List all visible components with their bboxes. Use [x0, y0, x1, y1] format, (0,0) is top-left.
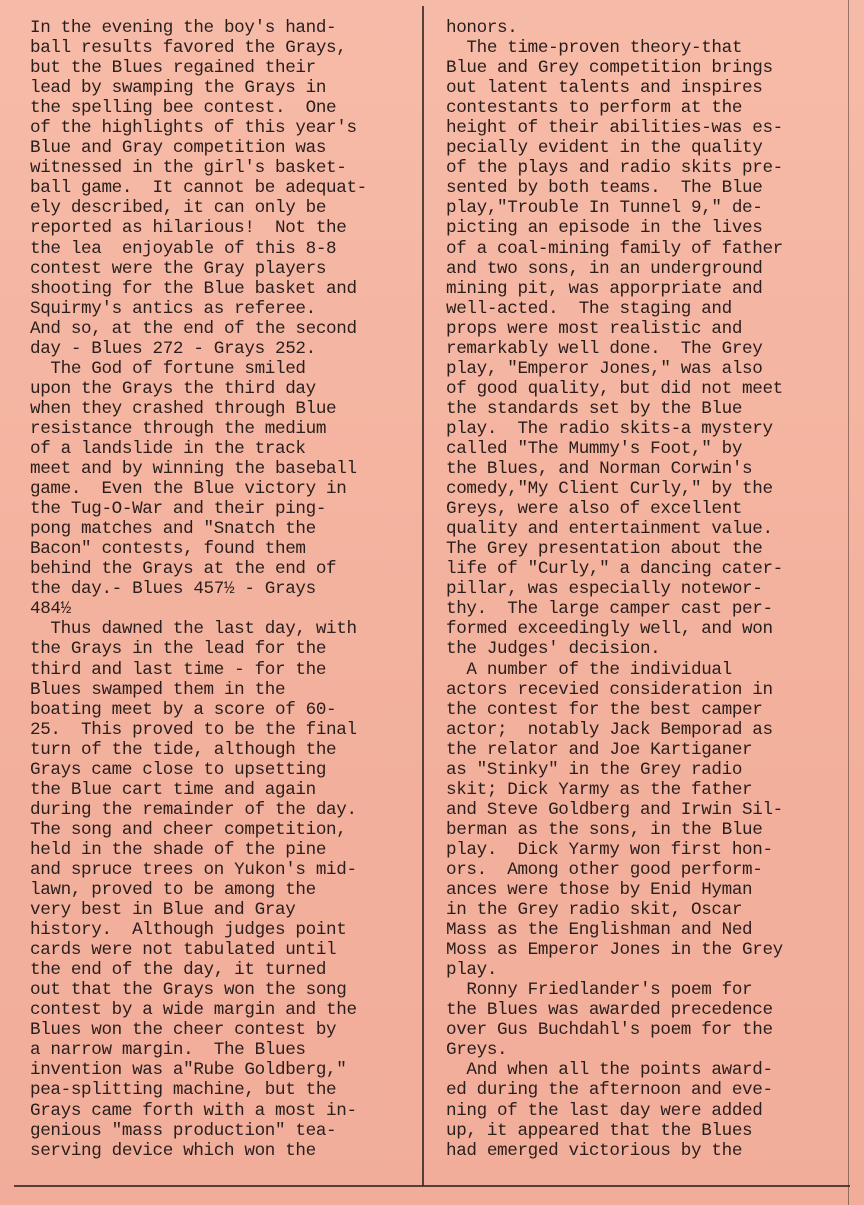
text-line: the Tug-O-War and their ping- [30, 499, 327, 520]
text-line: ors. Among other good perform- [446, 859, 763, 880]
text-line: Greys. [446, 1040, 508, 1061]
text-line: reported as hilarious! Not the [30, 218, 347, 239]
text-line: of a landslide in the track [30, 438, 306, 459]
text-line: Blues won the cheer contest by [30, 1020, 337, 1041]
text-line: pillar, was especially notewor- [446, 579, 763, 600]
text-line: skit; Dick Yarmy as the father [446, 779, 753, 800]
text-line: pea-splitting machine, but the [30, 1080, 337, 1101]
column-divider [422, 6, 424, 1186]
text-line: game. Even the Blue victory in [30, 479, 347, 500]
text-line: upon the Grays the third day [30, 378, 316, 399]
text-line: berman as the sons, in the Blue [446, 819, 763, 840]
text-line: the Blues, and Norman Corwin's [446, 459, 753, 480]
text-line: play, "Emperor Jones," was also [446, 358, 763, 379]
text-line: invention was a"Rube Goldberg," [30, 1060, 347, 1081]
text-line: the relator and Joe Kartiganer [446, 739, 753, 760]
text-line: as "Stinky" in the Grey radio [446, 759, 743, 780]
text-line: sented by both teams. The Blue [446, 178, 763, 199]
text-line: out latent talents and inspires [446, 78, 763, 99]
text-line: actor; notably Jack Bemporad as [446, 719, 773, 740]
text-line: the standards set by the Blue [446, 398, 743, 419]
text-line: height of their abilities-was es- [446, 118, 783, 139]
text-line: actors recevied consideration in [446, 679, 773, 700]
text-line: behind the Grays at the end of [30, 559, 337, 580]
text-line: had emerged victorious by the [446, 1140, 743, 1161]
text-line: day - Blues 272 - Grays 252. [30, 338, 316, 359]
text-line: lawn, proved to be among the [30, 880, 316, 901]
text-line: the Blue cart time and again [30, 779, 316, 800]
text-line: the end of the day, it turned [30, 960, 327, 981]
text-line: turn of the tide, although the [30, 739, 337, 760]
text-line: A number of the individual [446, 659, 732, 680]
text-line: The God of fortune smiled [30, 358, 306, 379]
text-line: of the highlights of this year's [30, 118, 357, 139]
text-line: and two sons, in an underground [446, 258, 763, 279]
text-line: the spelling bee contest. One [30, 98, 337, 119]
text-line: Blues swamped them in the [30, 679, 286, 700]
text-line: of good quality, but did not meet [446, 378, 783, 399]
right-edge-rule [848, 0, 849, 1205]
text-line: Thus dawned the last day, with [30, 619, 357, 640]
text-line: boating meet by a score of 60- [30, 699, 337, 720]
text-line: meet and by winning the baseball [30, 459, 357, 480]
text-line: The time-proven theory-that [446, 38, 743, 59]
text-line: 25. This proved to be the final [30, 719, 357, 740]
text-line: contest by a wide margin and the [30, 1000, 357, 1021]
text-line: Blue and Grey competition brings [446, 58, 773, 79]
text-line: ning of the last day were added [446, 1100, 763, 1121]
text-line: over Gus Buchdahl's poem for the [446, 1020, 773, 1041]
text-line: a narrow margin. The Blues [30, 1040, 306, 1061]
text-line: contestants to perform at the [446, 98, 743, 119]
bottom-rule [14, 1185, 850, 1187]
text-line: the contest for the best camper [446, 699, 763, 720]
text-line: quality and entertainment value. [446, 519, 773, 540]
text-line: very best in Blue and Gray [30, 900, 296, 921]
text-line: and spruce trees on Yukon's mid- [30, 859, 357, 880]
text-line: In the evening the boy's hand- [30, 18, 337, 38]
text-line: and Steve Goldberg and Irwin Sil- [446, 799, 783, 820]
text-line: formed exceedingly well, and won [446, 619, 773, 640]
text-line: witnessed in the girl's basket- [30, 158, 347, 179]
text-line: Grays came close to upsetting [30, 759, 327, 780]
text-line: Mass as the Englishman and Ned [446, 920, 753, 941]
text-line: play. [446, 960, 498, 981]
text-line: out that the Grays won the song [30, 980, 347, 1001]
text-line: serving device which won the [30, 1140, 316, 1161]
text-line: honors. [446, 18, 518, 38]
text-line: And so, at the end of the second [30, 318, 357, 339]
text-line: up, it appeared that the Blues [446, 1120, 753, 1141]
text-line: third and last time - for the [30, 659, 327, 680]
text-line: pong matches and "Snatch the [30, 519, 316, 540]
text-line: the Grays in the lead for the [30, 639, 327, 660]
text-line: 484½ [30, 599, 71, 620]
text-line: genious "mass production" tea- [30, 1120, 337, 1141]
text-line: mining pit, was apporpriate and [446, 278, 763, 299]
text-line: pecially evident in the quality [446, 138, 763, 159]
text-line: resistance through the medium [30, 418, 327, 439]
text-line: ed during the afternoon and eve- [446, 1080, 773, 1101]
text-line: comedy,"My Client Curly," by the [446, 479, 773, 500]
text-line: ball results favored the Grays, [30, 38, 347, 59]
text-line: lead by swamping the Grays in [30, 78, 327, 99]
text-line: the day.- Blues 457½ - Grays [30, 579, 316, 600]
text-line: props were most realistic and [446, 318, 743, 339]
text-line: in the Grey radio skit, Oscar [446, 900, 743, 921]
text-line: held in the shade of the pine [30, 839, 327, 860]
text-line: of a coal-mining family of father [446, 238, 783, 259]
text-line: the lea enjoyable of this 8-8 [30, 238, 337, 259]
text-line: play. The radio skits-a mystery [446, 418, 773, 439]
text-line: Bacon" contests, found them [30, 539, 306, 560]
text-line: ball game. It cannot be adequat- [30, 178, 367, 199]
text-line: cards were not tabulated until [30, 940, 337, 961]
text-line: called "The Mummy's Foot," by [446, 438, 743, 459]
text-line: thy. The large camper cast per- [446, 599, 773, 620]
text-line: And when all the points award- [446, 1060, 773, 1081]
text-line: Squirmy's antics as referee. [30, 298, 316, 319]
text-line: of the plays and radio skits pre- [446, 158, 783, 179]
text-line: The Grey presentation about the [446, 539, 763, 560]
text-line: well-acted. The staging and [446, 298, 732, 319]
text-line: the Blues was awarded precedence [446, 1000, 773, 1021]
text-line: the Judges' decision. [446, 639, 661, 660]
text-line: picting an episode in the lives [446, 218, 763, 239]
text-line: Ronny Friedlander's poem for [446, 980, 753, 1001]
text-line: play,"Trouble In Tunnel 9," de- [446, 198, 763, 219]
text-line: ely described, it can only be [30, 198, 327, 219]
right-text-column [446, 18, 846, 1161]
text-line: when they crashed through Blue [30, 398, 337, 419]
text-line: Moss as Emperor Jones in the Grey [446, 940, 783, 961]
text-line: history. Although judges point [30, 920, 347, 941]
text-line: life of "Curly," a dancing cater- [446, 559, 783, 580]
text-line: but the Blues regained their [30, 58, 316, 79]
text-line: Grays came forth with a most in- [30, 1100, 357, 1121]
text-line: play. Dick Yarmy won first hon- [446, 839, 773, 860]
text-line: during the remainder of the day. [30, 799, 357, 820]
text-line: ances were those by Enid Hyman [446, 880, 753, 901]
text-line: remarkably well done. The Grey [446, 338, 763, 359]
text-line: shooting for the Blue basket and [30, 278, 357, 299]
left-text-column [30, 18, 415, 1161]
text-line: Greys, were also of excellent [446, 499, 743, 520]
text-line: The song and cheer competition, [30, 819, 347, 840]
text-line: Blue and Gray competition was [30, 138, 327, 159]
text-line: contest were the Gray players [30, 258, 327, 279]
